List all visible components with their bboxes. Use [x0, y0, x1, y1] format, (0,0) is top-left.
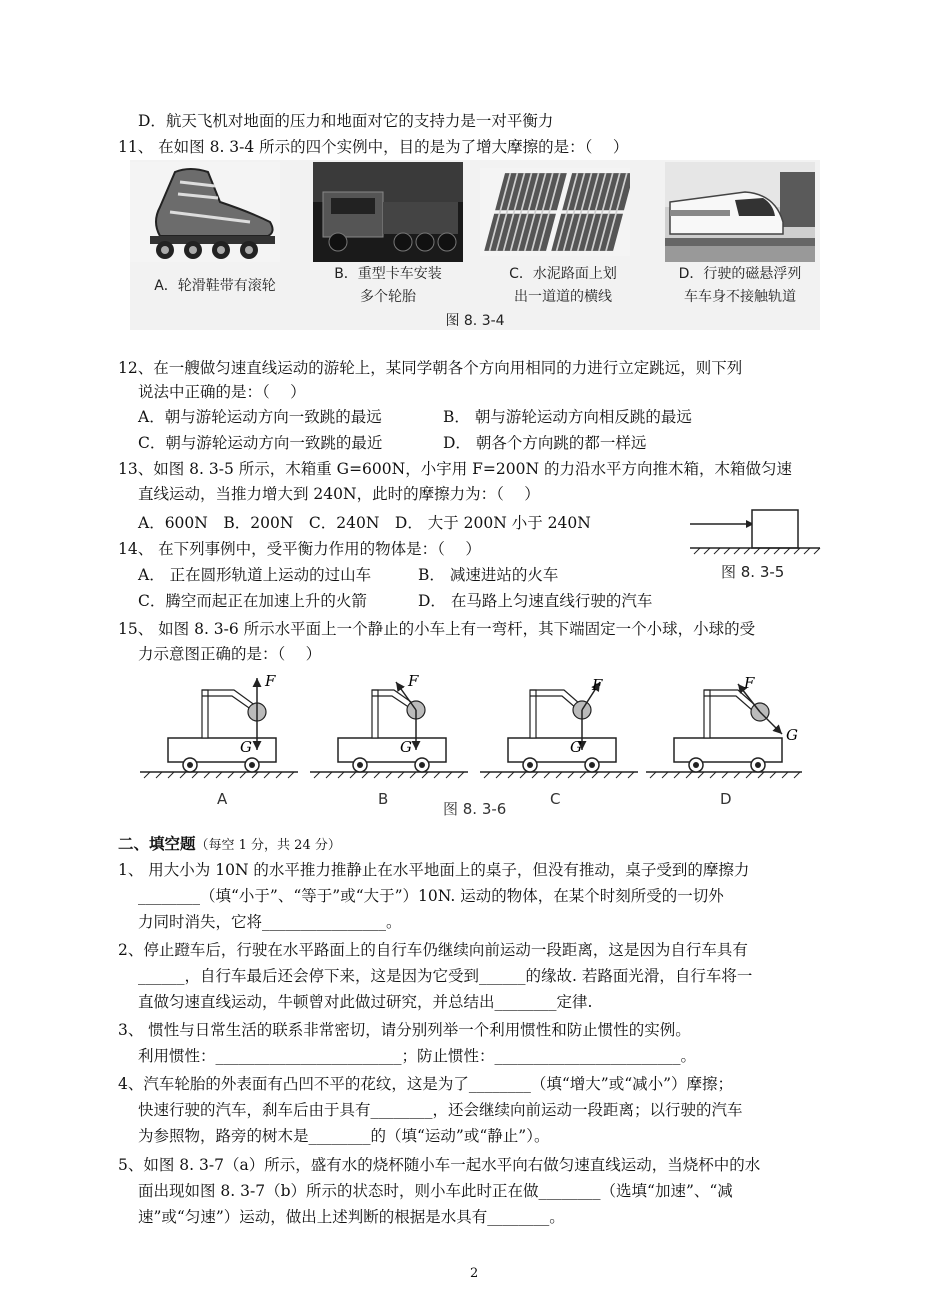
q14-option-d: D． 在马路上匀速直线行驶的汽车	[418, 592, 653, 610]
section-2-title: 二、填空题	[118, 835, 196, 853]
fill-5-line2: 面出现如图 8. 3-7（b）所示的状态时，则小车此时正在做________（选填“加速”、“减	[138, 1182, 733, 1200]
fill-1-line1: 1、 用大小为 10N 的水平推力推静止在水平地面上的桌子，但没有推动，桌子受到的摩擦力	[118, 861, 750, 879]
maglev-train-image	[665, 162, 815, 262]
q14-option-c: C．腾空而起正在加速上升的火箭	[138, 592, 367, 610]
cart-d-force-f-label: F	[744, 674, 755, 692]
cart-c	[480, 682, 638, 778]
fill-1-line2: ________（填“小于”、“等于”或“大于”）10N. 运动的物体，在某个时刻所受的一切外	[138, 887, 724, 905]
cart-b-force-g-label: G	[400, 738, 412, 756]
caption-b: B．重型卡车安装 多个轮胎	[334, 266, 442, 305]
fill-4-line1: 4、汽车轮胎的外表面有凸凹不平的花纹，这是为了________（填“增大”或“减小”）摩擦；	[118, 1075, 734, 1093]
cart-d	[646, 684, 802, 778]
cart-b-force-f-label: F	[408, 672, 419, 690]
q13-stem-line2: 直线运动，当推力增大到 240N，此时的摩擦力为：（ ）	[138, 485, 540, 503]
section-2-heading	[118, 834, 341, 856]
cart-d-force-g-label: G	[786, 726, 798, 744]
inline-skate-image	[130, 162, 280, 262]
heavy-truck-image	[313, 162, 463, 262]
caption-a: A．轮滑鞋带有滚轮	[154, 278, 276, 294]
caption-c: C．水泥路面上划 出一道道的横线	[509, 266, 617, 305]
q12-option-a: A．朝与游轮运动方向一致跳的最远	[138, 408, 382, 426]
q11-stem: 11、 在如图 8. 3-4 所示的四个实例中，目的是为了增大摩擦的是：（ ）	[118, 138, 629, 156]
q10-option-d: D．航天飞机对地面的压力和地面对它的支持力是一对平衡力	[138, 112, 554, 130]
fill-3-line2: 利用惯性：________________________；防止惯性：________________________。	[138, 1047, 697, 1065]
fill-2-line3: 直做匀速直线运动，牛顿曾对此做过研究，并总结出________定律.	[138, 993, 593, 1011]
cart-a-force-f-label: F	[265, 672, 276, 690]
cart-b	[310, 682, 468, 778]
cart-c-force-f-label: F	[592, 676, 603, 694]
fill-1-line3: 力同时消失，它将________________。	[138, 913, 402, 931]
fill-3-line1: 3、 惯性与日常生活的联系非常密切，请分别列举一个利用惯性和防止惯性的实例。	[118, 1021, 691, 1039]
fill-5-line3: 速”或“匀速”）运动，做出上述判断的根据是水具有________。	[138, 1208, 565, 1226]
page-number: 2	[470, 1266, 479, 1281]
caption-d: D．行驶的磁悬浮列 车车身不接触轨道	[678, 266, 802, 305]
figure-caption-8-3-5: 图 8. 3-5	[721, 563, 785, 581]
q13-stem-line1: 13、如图 8. 3-5 所示，木箱重 G=600N，小宇用 F=200N 的力沿水平方向推木箱，木箱做匀速	[118, 460, 792, 478]
figure-8-3-5-box-diagram	[686, 506, 826, 556]
figure-caption-8-3-4: 图 8. 3-4	[445, 313, 505, 329]
q15-stem-line2: 力示意图正确的是：（ ）	[138, 645, 322, 663]
q12-option-b: B． 朝与游轮运动方向相反跳的最远	[443, 408, 692, 426]
cart-d-label: D	[720, 790, 732, 808]
cart-c-label: C	[550, 790, 561, 808]
cart-a-label: A	[217, 790, 228, 808]
cart-b-label: B	[378, 790, 389, 808]
fill-2-line2: ______，自行车最后还会停下来，这是因为它受到______的缘故. 若路面光滑，自行车将一	[138, 967, 753, 985]
q14-stem: 14、 在下列事例中，受平衡力作用的物体是：（ ）	[118, 540, 481, 558]
fill-4-line3: 为参照物，路旁的树木是________的（填“运动”或“静止”）。	[138, 1127, 550, 1145]
q12-option-d: D． 朝各个方向跳的都一样远	[443, 434, 647, 452]
section-2-note: （每空 1 分，共 24 分）	[195, 838, 341, 853]
figure-8-3-6-force-diagrams	[130, 668, 820, 818]
figure-8-3-4	[130, 160, 820, 330]
cart-a	[140, 678, 298, 778]
figure-caption-8-3-6: 图 8. 3-6	[443, 800, 507, 818]
q15-stem-line1: 15、 如图 8. 3-6 所示水平面上一个静止的小车上有一弯杆，其下端固定一个小球，小球的受	[118, 620, 756, 638]
fill-2-line1: 2、停止蹬车后，行驶在水平路面上的自行车仍继续向前运动一段距离，这是因为自行车具有	[118, 941, 748, 959]
grooved-pavement-image	[480, 162, 630, 262]
q14-option-a: A． 正在圆形轨道上运动的过山车	[138, 566, 372, 584]
cart-c-force-g-label: G	[570, 738, 582, 756]
q12-stem-line2: 说法中正确的是：（ ）	[138, 383, 306, 401]
cart-a-force-g-label: G	[240, 738, 252, 756]
fill-5-line1: 5、如图 8. 3-7（a）所示，盛有水的烧杯随小车一起水平向右做匀速直线运动，当烧杯中的水	[118, 1156, 761, 1174]
q14-option-b: B． 减速进站的火车	[418, 566, 559, 584]
q13-options: A．600N B．200N C．240N D． 大于 200N 小于 240N	[138, 514, 591, 532]
fill-4-line2: 快速行驶的汽车，刹车后由于具有________，还会继续向前运动一段距离；以行驶的汽车	[138, 1101, 743, 1119]
q12-option-c: C．朝与游轮运动方向一致跳的最近	[138, 434, 383, 452]
q12-stem-line1: 12、在一艘做匀速直线运动的游轮上，某同学朝各个方向用相同的力进行立定跳远，则下列	[118, 359, 743, 377]
